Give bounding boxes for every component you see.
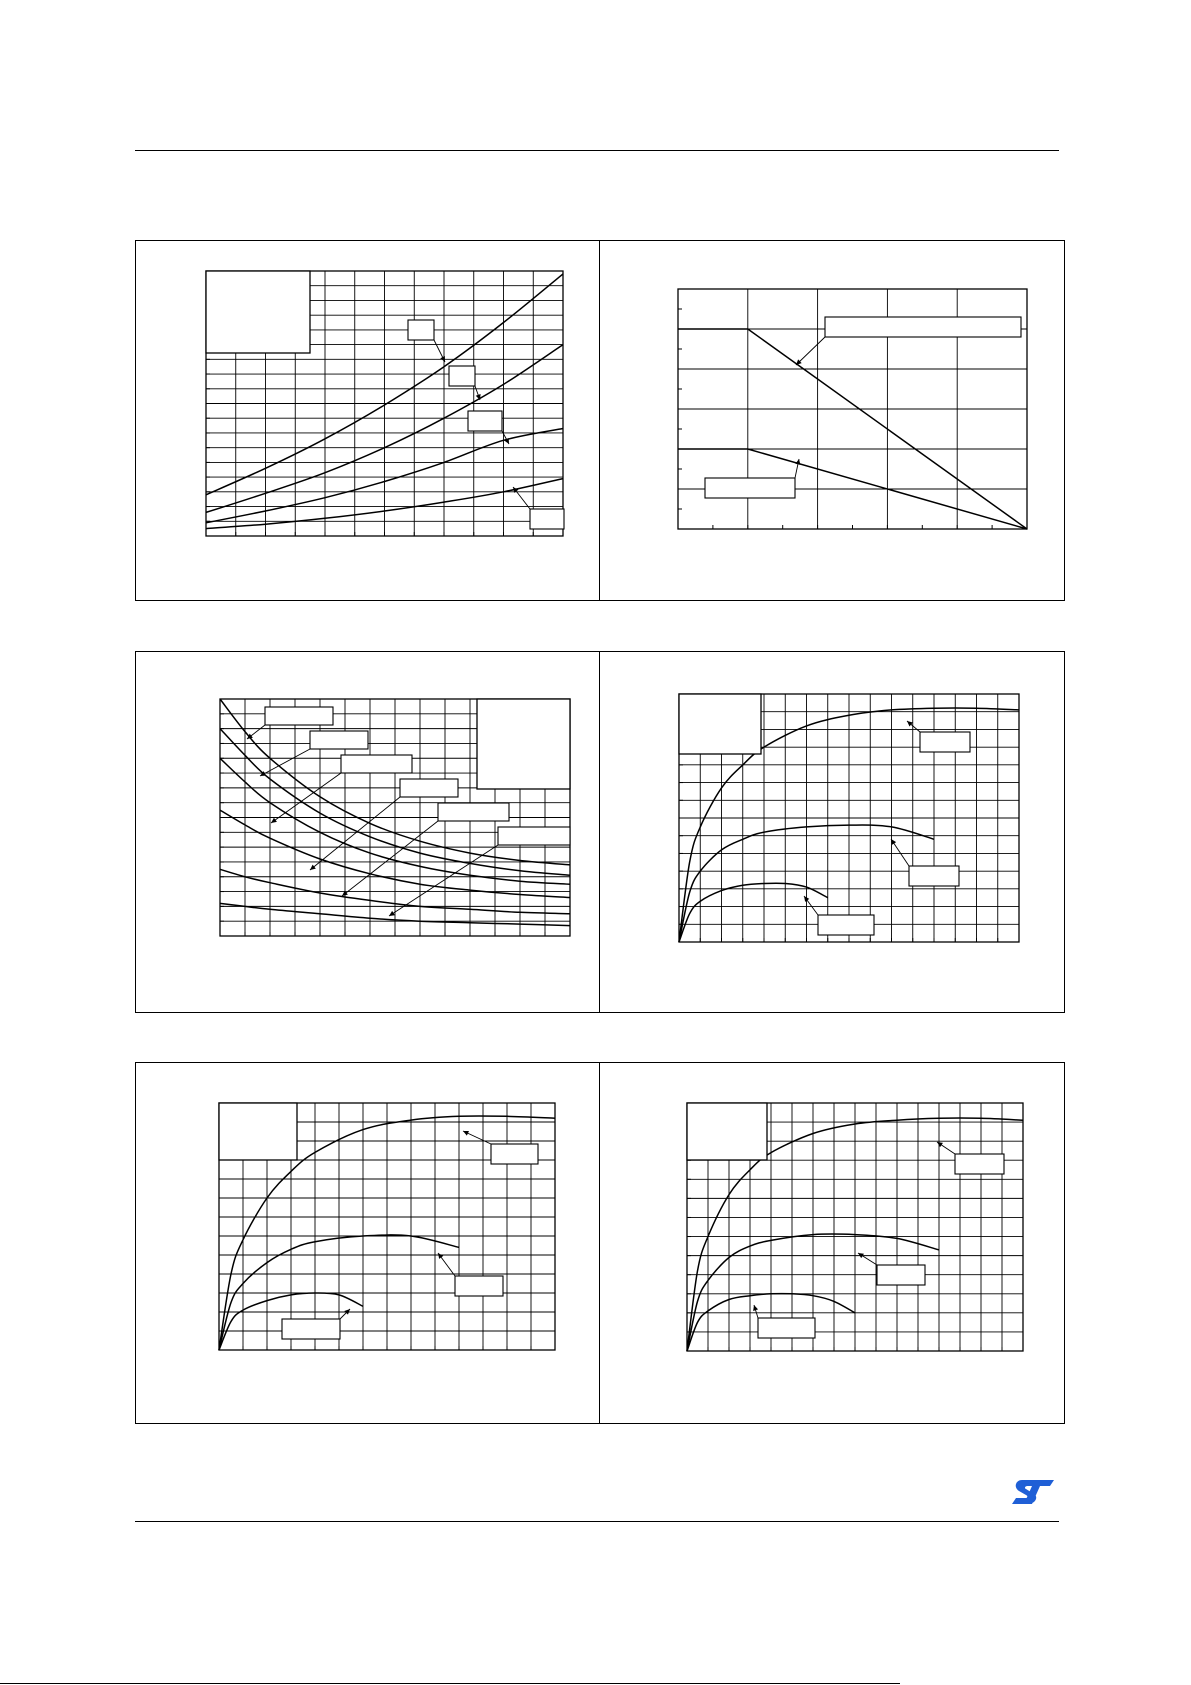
series-callout-box: [438, 803, 509, 821]
series-callout-box: [341, 755, 412, 773]
figure-panel-1: [135, 240, 600, 601]
figure-panel-3: [135, 651, 600, 1013]
series-callout-box: [455, 1276, 503, 1296]
series-callout-box: [920, 732, 970, 752]
series-callout-box: [818, 915, 874, 935]
header-rule: [135, 150, 1059, 151]
series-callout-box: [909, 866, 959, 886]
conditions-box: [206, 271, 310, 353]
callout-arrowhead: [438, 1253, 443, 1259]
series-callout-box: [758, 1318, 815, 1338]
series-callout-box: [400, 779, 458, 797]
conditions-box: [477, 699, 570, 789]
callout-arrowhead: [891, 839, 896, 845]
st-logo-icon: [1010, 1476, 1056, 1506]
callout-leader: [271, 773, 341, 823]
series-callout-box: [498, 827, 570, 845]
chart-1: [136, 241, 601, 602]
series-callout-box: [825, 317, 1021, 337]
chart-5: [136, 1063, 601, 1425]
figure-panel-5: [135, 1062, 600, 1424]
callout-leader: [796, 337, 825, 365]
callout-arrowhead: [753, 1305, 758, 1311]
series-callout-box: [310, 731, 368, 749]
conditions-box: [679, 694, 761, 754]
figure-panel-2: [599, 240, 1065, 601]
callout-arrowhead: [795, 459, 800, 465]
page-bottom-edge: [0, 1683, 900, 1684]
series-line-1: [678, 329, 1027, 529]
series-line-3: [679, 883, 828, 942]
conditions-box: [687, 1103, 767, 1160]
chart-2: [600, 241, 1066, 602]
callout-arrowhead: [389, 911, 395, 916]
series-callout-box: [408, 320, 434, 340]
chart-3: [136, 652, 601, 1014]
conditions-box: [219, 1103, 297, 1160]
chart-6: [600, 1063, 1066, 1425]
series-callout-box: [955, 1154, 1004, 1174]
series-callout-box: [468, 411, 502, 431]
series-callout-box: [449, 366, 475, 386]
series-callout-box: [530, 509, 564, 529]
chart-4: [600, 652, 1066, 1014]
callout-leader: [260, 749, 310, 776]
series-callout-box: [877, 1265, 925, 1285]
series-callout-box: [705, 478, 795, 498]
callout-arrowhead: [271, 818, 277, 823]
callout-arrowhead: [937, 1142, 943, 1147]
series-callout-box: [265, 707, 333, 725]
figure-panel-4: [599, 651, 1065, 1013]
footer-rule: [135, 1521, 1059, 1522]
figure-panel-6: [599, 1062, 1065, 1424]
series-callout-box: [491, 1144, 538, 1164]
callout-leader: [389, 845, 498, 916]
series-callout-box: [282, 1319, 340, 1339]
